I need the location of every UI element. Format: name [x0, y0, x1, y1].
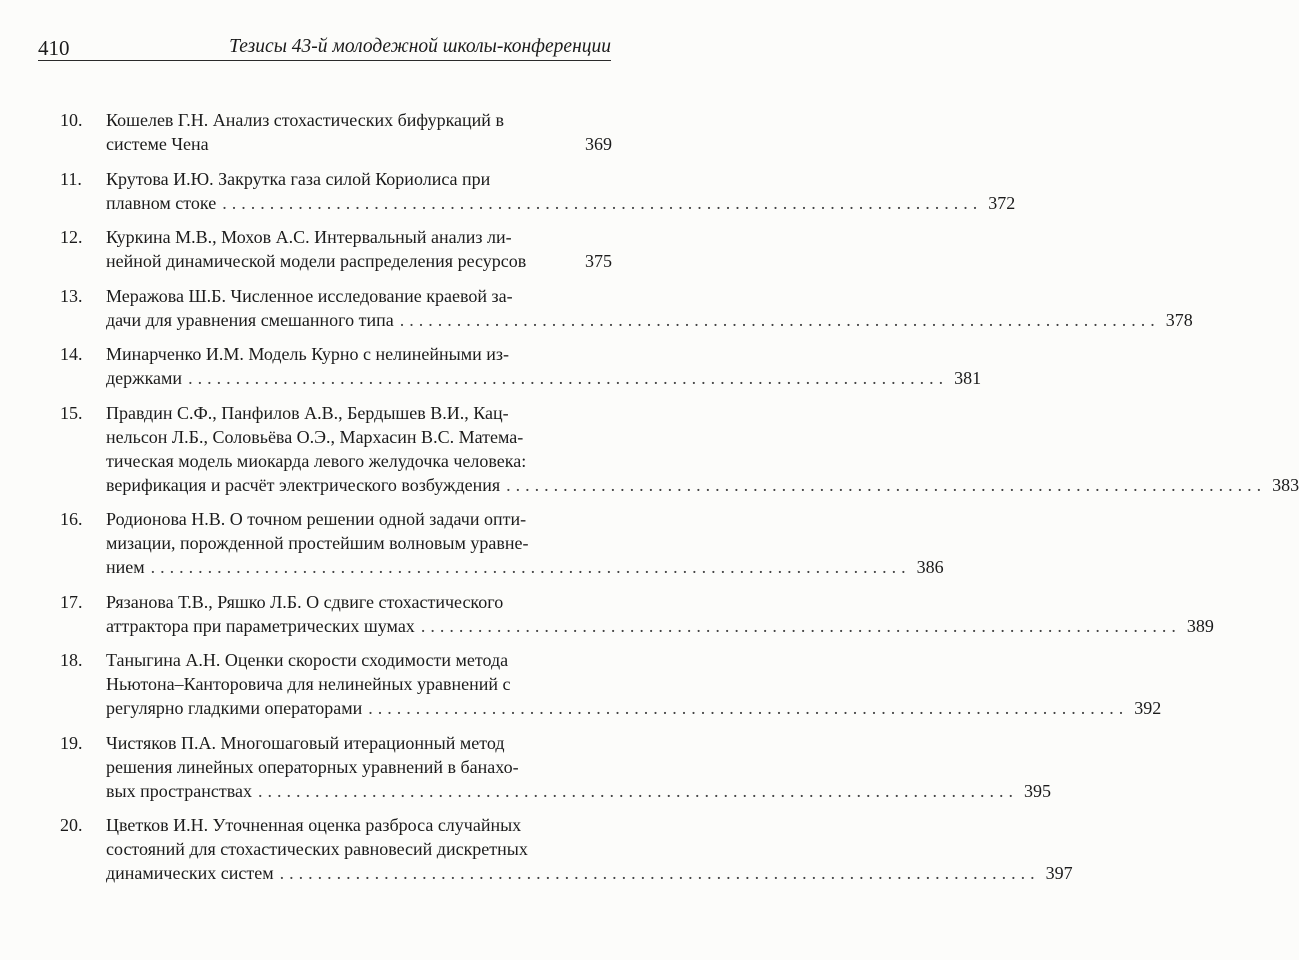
toc-entry-line: вых пространствах: [106, 780, 252, 801]
toc-entry-line: Правдин С.Ф., Панфилов А.В., Бердышев В.И., Кац-: [106, 402, 509, 423]
toc-entry-page: 381: [954, 368, 982, 388]
toc-entry: [60, 342, 982, 390]
toc-entry-number: 15.: [60, 402, 83, 423]
toc-entry-line: Родионова Н.В. О точном решении одной задачи опти-: [106, 509, 527, 529]
toc-entry: [60, 507, 944, 579]
toc-entry-line: верификация и расчёт электрического возбуждения: [106, 474, 501, 495]
toc-entry-line: Меражова Ш.Б. Численное исследование краевой за-: [106, 285, 513, 306]
toc-entry-text: [106, 401, 1299, 497]
dot-leader: ................................................................................: [188, 368, 949, 388]
toc-entry-line: плавном стоке: [106, 192, 217, 213]
toc-entry-line: аттрактора при параметрических шумах: [106, 615, 415, 636]
toc-entry-text: [106, 342, 982, 390]
toc-entry: [60, 284, 1193, 332]
toc-entry-line: нейной динамической модели распределения ресурсов: [106, 251, 527, 271]
toc-entry-line: Рязанова Т.В., Ряшко Л.Б. О сдвиге стохастического: [106, 591, 504, 612]
toc-entry-page: 392: [1134, 698, 1162, 718]
toc-entry-line: Кошелев Г.Н. Анализ стохастических бифуркаций в: [106, 110, 504, 130]
toc-entry-page: 369: [585, 134, 612, 154]
toc-entry-number: 14.: [60, 344, 83, 364]
toc-entry-number: 13.: [60, 285, 83, 306]
toc-entry-text: [106, 731, 1051, 803]
toc-entry-line: дачи для уравнения смешанного типа: [106, 309, 394, 330]
toc-entry-page: 386: [916, 557, 944, 577]
toc-entry-page: 383: [1272, 474, 1299, 495]
toc-entry-text: [106, 648, 1162, 720]
toc-entry: [60, 401, 1299, 497]
table-of-contents: [60, 108, 1299, 896]
toc-entry-number: 20.: [60, 815, 83, 835]
toc-entry-line: Минарченко И.М. Модель Курно с нелинейными из-: [106, 344, 509, 364]
toc-entry-number: 10.: [60, 110, 83, 130]
toc-entry-page: 378: [1165, 309, 1193, 330]
toc-entry-line: мизации, порожденной простейшим волновым уравне-: [106, 533, 529, 553]
dot-leader: ................................................................................: [279, 863, 1040, 883]
toc-entry-page: 397: [1045, 863, 1073, 883]
dot-leader: ................................................................................: [368, 698, 1129, 718]
toc-entry-line: Куркина М.В., Мохов А.С. Интервальный анализ ли-: [106, 227, 512, 247]
running-title: Тезисы 43-й молодежной школы-конференции: [229, 36, 611, 57]
page-number: 410: [38, 36, 70, 60]
toc-entry-line: Ньютона–Канторовича для нелинейных уравнений с: [106, 674, 511, 694]
toc-entry-text: [106, 167, 1016, 215]
dot-leader: ................................................................................: [420, 615, 1181, 636]
running-header: [38, 30, 611, 61]
toc-entry-number: 17.: [60, 591, 83, 612]
toc-entry-line: держками: [106, 368, 183, 388]
toc-entry: [60, 590, 1214, 638]
toc-entry-page: 395: [1023, 780, 1051, 801]
toc-entry-line: Цветков И.Н. Уточненная оценка разброса случайных: [106, 815, 522, 835]
toc-entry-number: 11.: [60, 168, 82, 189]
toc-entry-text: [106, 225, 612, 273]
toc-entry: [60, 648, 1162, 720]
toc-entry: [60, 813, 1073, 885]
toc-entry-line: состояний для стохастических равновесий дискретных: [106, 839, 528, 859]
toc-entry-line: нием: [106, 557, 145, 577]
toc-entry-line: Таныгина А.Н. Оценки скорости сходимости метода: [106, 650, 509, 670]
toc-entry-line: системе Чена: [106, 134, 209, 154]
toc-entry-text: [106, 284, 1193, 332]
toc-entry-number: 16.: [60, 509, 83, 529]
toc-entry: [60, 167, 1016, 215]
toc-entry-text: [106, 507, 944, 579]
toc-entry: [60, 731, 1051, 803]
dot-leader: ................................................................................: [257, 780, 1018, 801]
toc-entry-line: Крутова И.Ю. Закрутка газа силой Кориолиса при: [106, 168, 491, 189]
toc-entry: [60, 225, 612, 273]
toc-entry-line: Чистяков П.А. Многошаговый итерационный метод: [106, 732, 505, 753]
toc-entry-text: [106, 108, 612, 156]
toc-entry-line: динамических систем: [106, 863, 274, 883]
toc-entry-number: 18.: [60, 650, 83, 670]
toc-entry-page: 372: [988, 192, 1016, 213]
toc-entry-text: [106, 813, 1073, 885]
toc-entry-number: 19.: [60, 732, 83, 753]
toc-entry: [60, 108, 612, 156]
dot-leader: ................................................................................: [506, 474, 1267, 495]
toc-entry-number: 12.: [60, 227, 83, 247]
toc-entry-page: 375: [585, 251, 612, 271]
dot-leader: ................................................................................: [222, 192, 983, 213]
dot-leader: ................................................................................: [399, 309, 1160, 330]
toc-entry-line: нельсон Л.Б., Соловьёва О.Э., Мархасин В.С. Матема-: [106, 426, 524, 447]
toc-entry-page: 389: [1186, 615, 1214, 636]
toc-entry-line: регулярно гладкими операторами: [106, 698, 363, 718]
toc-entry-line: решения линейных операторных уравнений в банахо-: [106, 756, 519, 777]
dot-leader: ................................................................................: [150, 557, 911, 577]
toc-entry-line: тическая модель миокарда левого желудочка человека:: [106, 450, 527, 471]
toc-entry-text: [106, 590, 1214, 638]
